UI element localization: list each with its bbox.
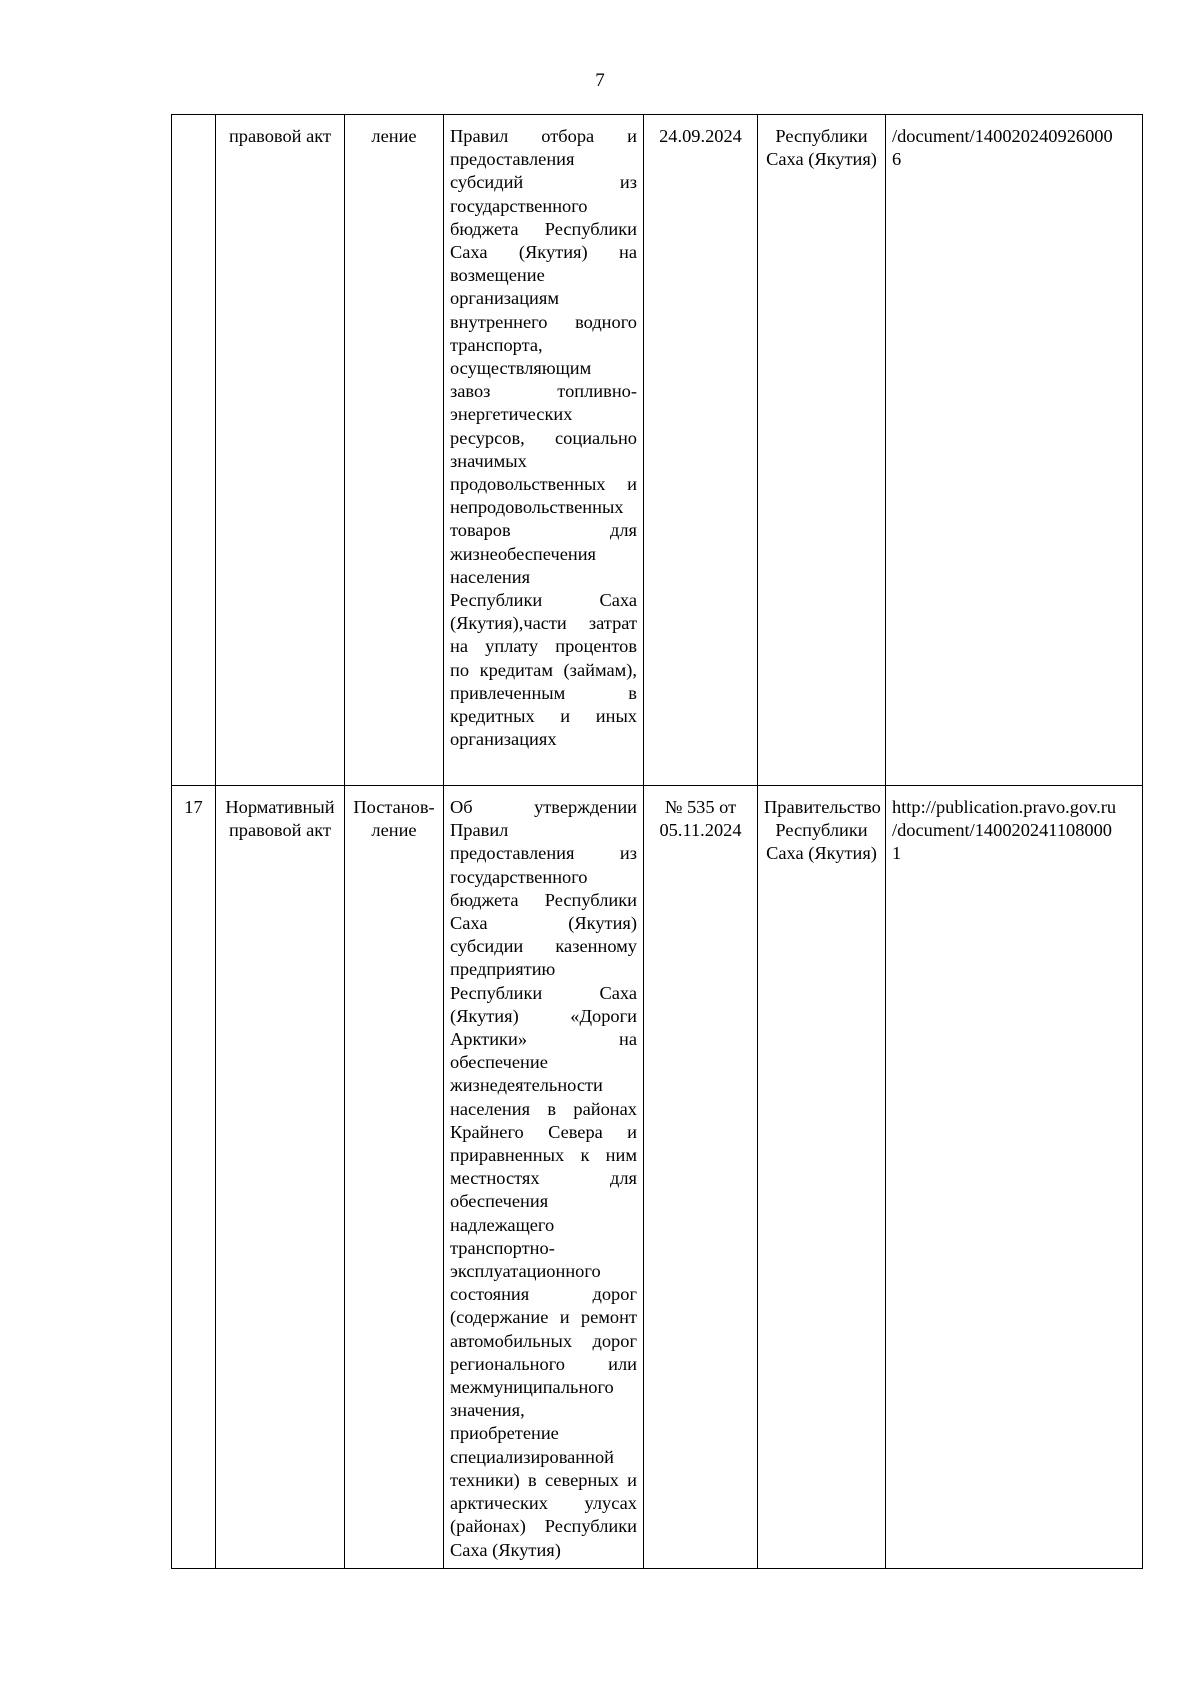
publication-link-cell-line: 6 (892, 149, 902, 170)
act-form-cell (345, 786, 444, 1569)
act-form-cell-line: ление (371, 126, 417, 146)
act-name-line: бюджета Республики (450, 218, 637, 239)
act-name-line: регионального или (450, 1353, 637, 1374)
act-name-line: государственного (450, 866, 588, 887)
act-name-line: транспорта, (450, 334, 543, 355)
act-date-cell-line: 05.11.2024 (659, 820, 742, 841)
page-number: 7 (595, 70, 605, 91)
act-name-line: организациям (450, 288, 559, 309)
publication-link-cell (886, 786, 1143, 1569)
act-name-line: населения в районах (450, 1098, 637, 1119)
act-name-line: энергетических (450, 404, 573, 425)
act-type-cell-line: правовой акт (228, 820, 332, 841)
act-name-line: на уплату процентов (450, 636, 637, 657)
act-name-line: (Якутия) «Дороги (450, 1005, 637, 1026)
act-date-cell-line: 24.09.2024 (659, 126, 742, 146)
act-form-cell (345, 115, 444, 786)
act-name-line: Саха (Якутия) (450, 913, 637, 934)
act-name-line: состояния дорог (450, 1284, 637, 1305)
act-name-line: межмуниципального (450, 1377, 614, 1398)
act-name-line: кредитных и иных (450, 706, 637, 727)
act-name-line: государственного (450, 195, 588, 216)
issuing-body-cell-line: Саха (Якутия) (766, 149, 877, 170)
issuing-body-cell (758, 115, 886, 786)
act-name-line: возмещение (450, 265, 545, 286)
act-name-line: (содержание и ремонт (450, 1307, 637, 1328)
act-name-line: (районах) Республики (450, 1516, 637, 1537)
act-name-line: автомобильных дорог (450, 1330, 637, 1351)
publication-link-cell (886, 115, 1143, 786)
act-name-line: Саха (Якутия) на (450, 242, 637, 263)
act-name-line: бюджета Республики (450, 889, 637, 910)
act-name-line: осуществляющим (450, 358, 592, 379)
row-number-cell (172, 786, 216, 1569)
act-name-line: техники) в северных и (450, 1469, 637, 1490)
act-name-line: внутреннего водного (450, 311, 637, 332)
act-name-line: надлежащего (450, 1214, 555, 1235)
act-name-line: ресурсов, социально (450, 427, 637, 448)
act-name-line: специализированной (450, 1446, 615, 1467)
publication-link-cell-line: /document/140020241108000 (892, 820, 1112, 841)
act-name-line: транспортно- (450, 1237, 555, 1258)
act-date-cell (644, 115, 758, 786)
act-type-cell-line: правовой акт (228, 126, 332, 146)
act-name-line: Крайнего Севера и (450, 1121, 637, 1142)
act-name-line: жизнеобеспечения (450, 543, 597, 564)
act-name-line: (Якутия),части затрат (450, 613, 637, 634)
row-number-cell-line: 17 (184, 797, 203, 817)
act-name-line: по кредитам (займам), (450, 659, 637, 680)
act-name-cell (444, 786, 644, 1569)
row-number-cell (172, 115, 216, 786)
act-name-line: местностях для (450, 1168, 637, 1189)
act-name-line: Республики Саха (450, 982, 637, 1003)
issuing-body-cell-line: Правительство (764, 797, 881, 817)
act-name-line: арктических улусах (450, 1493, 637, 1514)
act-name-line: субсидий из (450, 172, 637, 193)
issuing-body-cell-line: Республики (775, 126, 868, 146)
issuing-body-cell (758, 786, 886, 1569)
act-name-line: приравненных к ним (450, 1145, 637, 1166)
act-name-line: Правил отбора и (450, 126, 637, 146)
issuing-body-cell-line: Саха (Якутия) (766, 843, 877, 864)
act-form-cell-line: Постанов- (353, 797, 435, 817)
act-name-line: Саха (Якутия) (450, 1539, 561, 1560)
act-form-cell-line: ление (371, 820, 417, 841)
act-name-line: предоставления (450, 149, 575, 170)
act-name-line: непродовольственных (450, 497, 624, 518)
act-name-line: значения, (450, 1400, 525, 1421)
act-name-line: обеспечение (450, 1052, 548, 1073)
publication-link-cell-line: http://publication.pravo.gov.ru (892, 797, 1117, 817)
act-name-line: эксплуатационного (450, 1261, 601, 1282)
act-name-line: значимых (450, 450, 527, 471)
act-name-line: продовольственных и (450, 474, 637, 495)
act-date-cell (644, 786, 758, 1569)
act-date-cell-line: № 535 от (664, 797, 737, 817)
act-name-line: организациях (450, 729, 557, 750)
issuing-body-cell-line: Республики (775, 820, 868, 841)
legal-acts-table (171, 114, 1143, 1569)
act-name-line: товаров для (450, 520, 637, 541)
act-name-line: Об утверждении (450, 797, 637, 817)
act-name-line: обеспечения (450, 1191, 549, 1212)
act-name-line: Правил (450, 820, 509, 841)
act-name-line: предоставления из (450, 843, 637, 864)
table-row (172, 786, 1143, 1569)
table-row (172, 115, 1143, 786)
act-name-line: предприятию (450, 959, 556, 980)
act-name-line: субсидии казенному (450, 936, 637, 957)
act-name-line: жизнедеятельности (450, 1075, 603, 1096)
act-type-cell (216, 786, 345, 1569)
publication-link-cell-line: /document/140020240926000 (892, 126, 1113, 146)
act-name-cell (444, 115, 644, 786)
act-name-line: приобретение (450, 1423, 559, 1444)
act-name-line: населения (450, 566, 531, 587)
publication-link-cell-line: 1 (892, 843, 902, 864)
act-name-line: привлеченным в (450, 682, 637, 703)
act-type-cell (216, 115, 345, 786)
act-name-line: завоз топливно- (450, 381, 637, 402)
act-name-line: Арктики» на (450, 1029, 637, 1050)
act-name-line: Республики Саха (450, 590, 637, 611)
act-type-cell-line: Нормативный (225, 797, 335, 817)
